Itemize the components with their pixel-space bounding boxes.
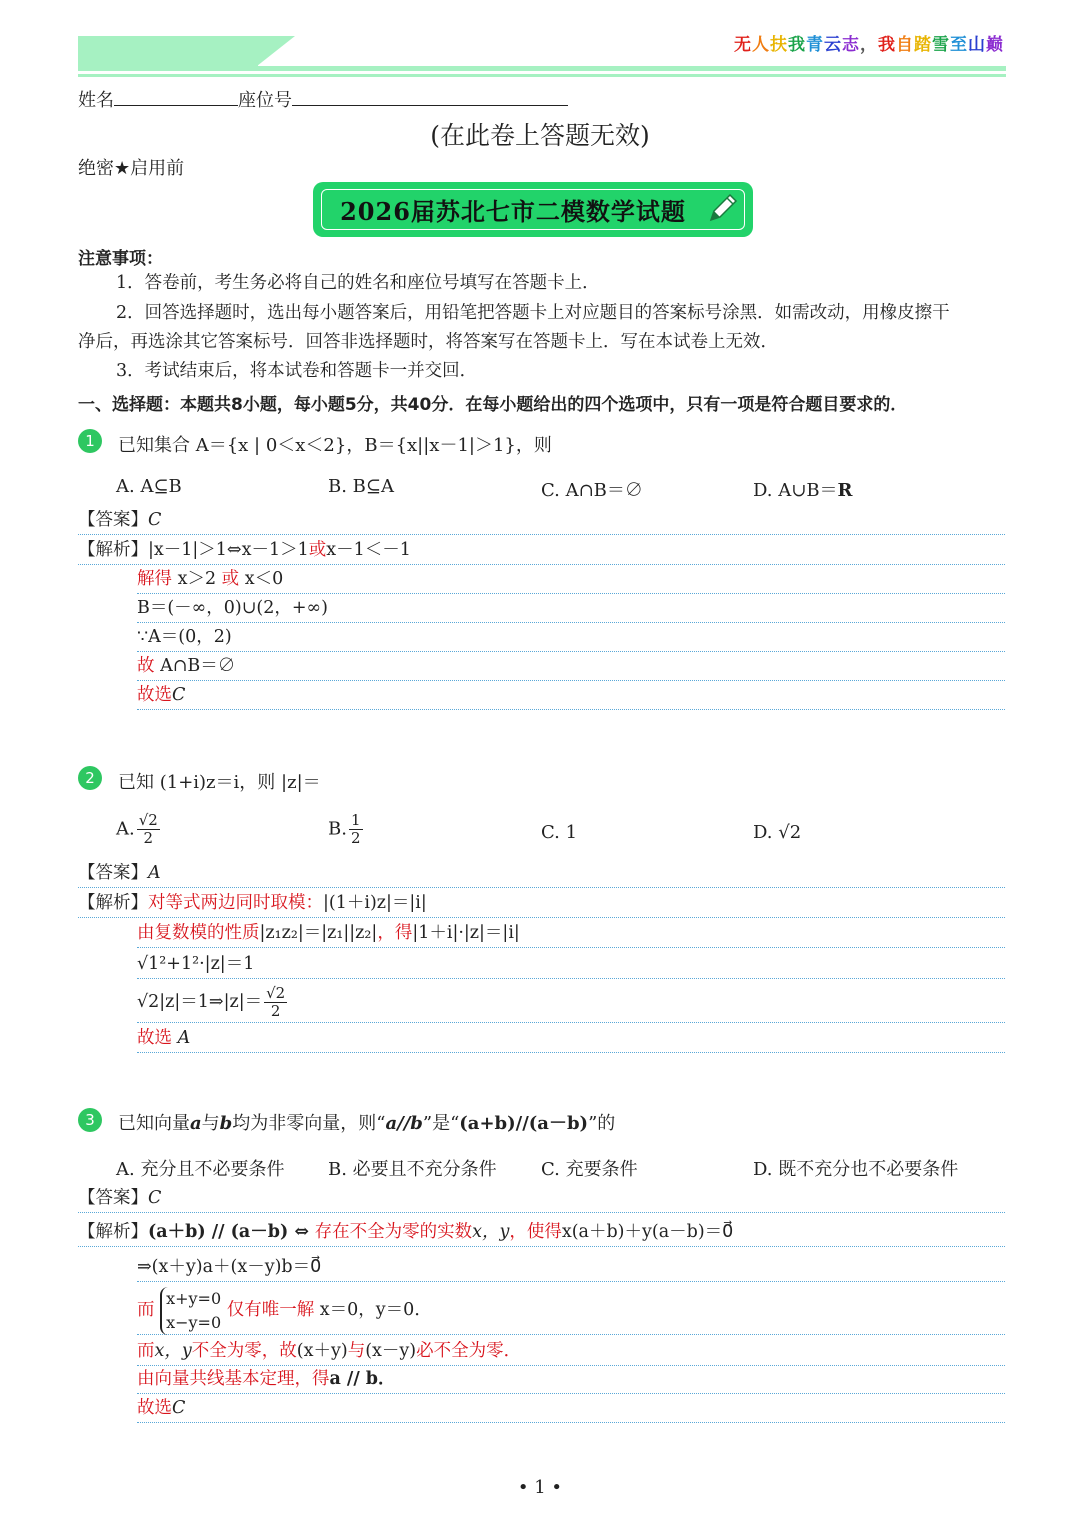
q3-analysis-label: 【解析】 [78, 1222, 148, 1242]
q3-system [160, 1287, 221, 1335]
q1-l6a: 故选 [137, 685, 172, 705]
q3-l4a: 而 [137, 1341, 155, 1361]
q1-answer-label: 【答案】 [78, 510, 148, 530]
q1-option-b: B. B⊆A [328, 476, 394, 497]
q3-stem-h: (a+b)//(a－b) [459, 1113, 589, 1134]
q3-eq1: x+y=0 [166, 1288, 222, 1308]
q1-l2a: 解得 [137, 569, 172, 589]
motto-char: 至 [950, 35, 968, 55]
q1-answer: C [148, 510, 162, 530]
q3-l5a: 由向量共线基本定理，得 [137, 1369, 330, 1389]
motto-char: 踏 [914, 35, 932, 55]
q2-b-den: 2 [350, 829, 361, 847]
q2-answer-row [78, 859, 1005, 888]
q2-l4-fraction [264, 985, 287, 1020]
q1-option-a: A. A⊆B [116, 476, 182, 497]
q3-analysis-line-5 [137, 1365, 1005, 1394]
motto-char: 自 [896, 35, 914, 55]
q3-stem-b: a [190, 1113, 202, 1134]
q2-l2c: ，得 [377, 923, 413, 943]
q1-analysis-line-5 [137, 652, 1005, 681]
q2-option-a-label: A. [116, 818, 135, 840]
q3-analysis-line-6 [137, 1394, 1005, 1423]
q1-l1c: x－1＜－1 [326, 540, 411, 560]
q3-l4d: (x＋y) [296, 1341, 348, 1361]
question-2-stem: 已知 (1+i)z＝i，则 |z|＝ [118, 772, 321, 793]
q1-l2d: x＜0 [244, 569, 284, 589]
question-number-3: 3 [78, 1108, 102, 1132]
q3-option-b: B. 必要且不充分条件 [328, 1159, 497, 1180]
q1-l5a: 故 [137, 656, 155, 676]
q3-stem-d: b [219, 1113, 233, 1134]
q2-l2d: |1＋i|·|z|＝|i| [412, 923, 520, 943]
motto-char: ， [860, 35, 878, 55]
notice-item-3: 3．考试结束后，将本试卷和答题卡一并交回． [116, 361, 478, 381]
motto-char: 雪 [932, 35, 950, 55]
q3-l1e: x(a＋b)＋y(a－b)＝0⃗ [561, 1222, 734, 1242]
q1-analysis-label: 【解析】 [78, 540, 148, 560]
seat-label: 座位号 [238, 90, 292, 111]
motto-char: 巅 [986, 35, 1004, 55]
question-number-2: 2 [78, 766, 102, 790]
header-rule-thin [78, 74, 1006, 77]
motto-char: 志 [842, 35, 860, 55]
q3-l1b: 存在不全为零的实数 [314, 1222, 473, 1242]
q3-stem-f: a//b [385, 1113, 423, 1134]
q2-option-a [116, 812, 162, 847]
q2-analysis-line-2 [137, 919, 1005, 948]
question-number-1: 1 [78, 429, 102, 453]
q3-l5b: a // b． [329, 1369, 396, 1389]
q3-l3c: x＝0，y＝0． [319, 1300, 432, 1320]
q2-option-d: D. √2 [753, 822, 802, 843]
q2-a-den: 2 [143, 829, 154, 847]
q3-analysis-line-1 [78, 1218, 1005, 1247]
motto-char: 无 [734, 35, 752, 55]
motto-char: 云 [824, 35, 842, 55]
name-label: 姓名 [78, 90, 114, 111]
q1-analysis-line-3: B＝(－∞，0)∪(2，+∞) [137, 594, 1005, 623]
q3-stem-g: ”是“ [422, 1113, 460, 1134]
q2-analysis-line-3: √1²+1²·|z|＝1 [137, 950, 1005, 979]
q2-option-b-label: B. [328, 818, 347, 840]
q3-analysis-line-4 [137, 1337, 1005, 1366]
question-1-stem: 已知集合 A＝{x | 0＜x＜2}，B＝{x||x－1|＞1}，则 [118, 435, 552, 456]
q2-answer: A [148, 863, 161, 883]
q3-stem-e: 均为非零向量，则“ [232, 1113, 386, 1134]
q2-l5b: A [177, 1028, 191, 1048]
motto-char: 扶 [770, 35, 788, 55]
motto-char: 山 [968, 35, 986, 55]
q1-l5b: A∩B＝∅ [160, 656, 236, 676]
q3-l4c: 不全为零，故 [191, 1341, 297, 1361]
q3-stem-c: 与 [201, 1113, 220, 1134]
exam-title: 2026届苏北七市二模数学试题 [340, 197, 686, 226]
q2-analysis-line-1 [78, 889, 1005, 918]
q3-l1c: x，y [472, 1222, 510, 1242]
q3-eq2: x−y=0 [166, 1312, 222, 1332]
motto-char: 人 [752, 35, 770, 55]
motto-char: 青 [806, 35, 824, 55]
q3-l4g: 必不全为零． [416, 1341, 522, 1361]
q3-stem-a: 已知向量 [118, 1113, 190, 1134]
q3-answer-row [78, 1184, 1005, 1213]
q3-option-d: D. 既不充分也不必要条件 [753, 1159, 959, 1180]
q1-option-c: C. A∩B＝∅ [541, 480, 643, 501]
q1-option-d-set: R [837, 480, 853, 501]
page-number: • 1 • [517, 1477, 563, 1498]
q2-l1a: 对等式两边同时取模： [148, 893, 323, 913]
notice-item-1: 1．答卷前，考生务必将自己的姓名和座位号填写在答题卡上． [116, 273, 600, 293]
section-heading: 一、选择题：本题共8小题，每小题5分，共40分．在每小题给出的四个选项中，只有一项是符合题目要求的． [78, 395, 908, 415]
name-blank [114, 87, 238, 106]
secret-label: 绝密★启用前 [78, 158, 185, 179]
q3-l1a: (a＋b) // (a－b) ⇔ [148, 1222, 309, 1242]
notice-item-2b: 净后，再选涂其它答案标号．回答非选择题时，将答案写在答题卡上．写在本试卷上无效． [78, 332, 778, 352]
q1-l1b: 或 [308, 540, 327, 560]
student-fields [78, 86, 568, 112]
motto-char: 我 [878, 35, 896, 55]
q2-option-c: C. 1 [541, 822, 578, 843]
seat-blank [292, 87, 568, 106]
q1-l6b: C [172, 685, 186, 705]
q3-stem-i: ”的 [588, 1113, 616, 1134]
q3-l3b: 仅有唯一解 [226, 1300, 315, 1320]
q2-l4-num: √2 [266, 984, 286, 1002]
question-3-stem [118, 1109, 615, 1135]
q3-analysis-line-3 [137, 1286, 1005, 1335]
q1-analysis-line-1 [78, 536, 1005, 565]
q2-option-b [328, 812, 365, 847]
invalid-note: (在此卷上答题无效) [430, 121, 650, 150]
q2-option-a-fraction [137, 812, 160, 847]
q2-analysis-label: 【解析】 [78, 893, 148, 913]
q3-analysis-line-2: ⇒(x＋y)a＋(x－y)b＝0⃗ [137, 1253, 1005, 1282]
pencil-icon [705, 190, 741, 226]
q3-l4b: x，y [154, 1341, 192, 1361]
header-rule [78, 66, 1006, 71]
q3-l4f: (x－y) [365, 1341, 417, 1361]
q3-l4e: 与 [347, 1341, 366, 1361]
q3-option-c: C. 充要条件 [541, 1159, 638, 1180]
q1-l2c: 或 [221, 569, 240, 589]
q2-answer-label: 【答案】 [78, 863, 148, 883]
notice-heading: 注意事项： [78, 249, 163, 269]
q3-option-a: A. 充分且不必要条件 [116, 1159, 285, 1180]
q1-analysis-line-4: ∵A＝(0，2) [137, 623, 1005, 652]
q1-l1a: |x－1|＞1⇔x－1＞1 [148, 540, 309, 560]
title-banner [313, 182, 753, 237]
q2-l2b: |z₁z₂|＝|z₁||z₂| [259, 923, 378, 943]
header-tab-slant [257, 36, 295, 66]
q2-a-num: √2 [138, 811, 158, 829]
q3-answer: C [148, 1188, 162, 1208]
q2-l5a: 故选 [137, 1028, 172, 1048]
q2-l2a: 由复数模的性质 [137, 923, 260, 943]
q3-l3a: 而 [137, 1300, 155, 1320]
notice-item-2a: 2．回答选择题时，选出每小题答案后，用铅笔把答题卡上对应题目的答案标号涂黑．如需改动，用橡皮擦干 [116, 303, 950, 323]
q1-analysis-line-2 [137, 565, 1005, 594]
header-motto [734, 30, 1004, 55]
q2-option-b-fraction [349, 812, 363, 847]
q2-l1b: |(1＋i)z|＝|i| [323, 893, 427, 913]
q2-analysis-line-4 [137, 982, 1005, 1023]
q3-l1d: ，使得 [509, 1222, 562, 1242]
motto-char: 我 [788, 35, 806, 55]
q2-l4a: √2|z|＝1⇒|z|＝ [137, 992, 263, 1012]
q2-analysis-line-5 [137, 1024, 1005, 1053]
q1-option-d [753, 476, 853, 502]
q1-l2b: x＞2 [177, 569, 217, 589]
q3-l6a: 故选 [137, 1398, 172, 1418]
q2-l4-den: 2 [270, 1002, 281, 1020]
header-tab [78, 36, 258, 66]
q3-answer-label: 【答案】 [78, 1188, 148, 1208]
q2-b-num: 1 [350, 811, 361, 829]
q1-analysis-line-6 [137, 681, 1005, 710]
q3-l6b: C [172, 1398, 186, 1418]
q1-option-d-text: D. A∪B＝ [753, 480, 838, 501]
q1-answer-row [78, 506, 1005, 535]
